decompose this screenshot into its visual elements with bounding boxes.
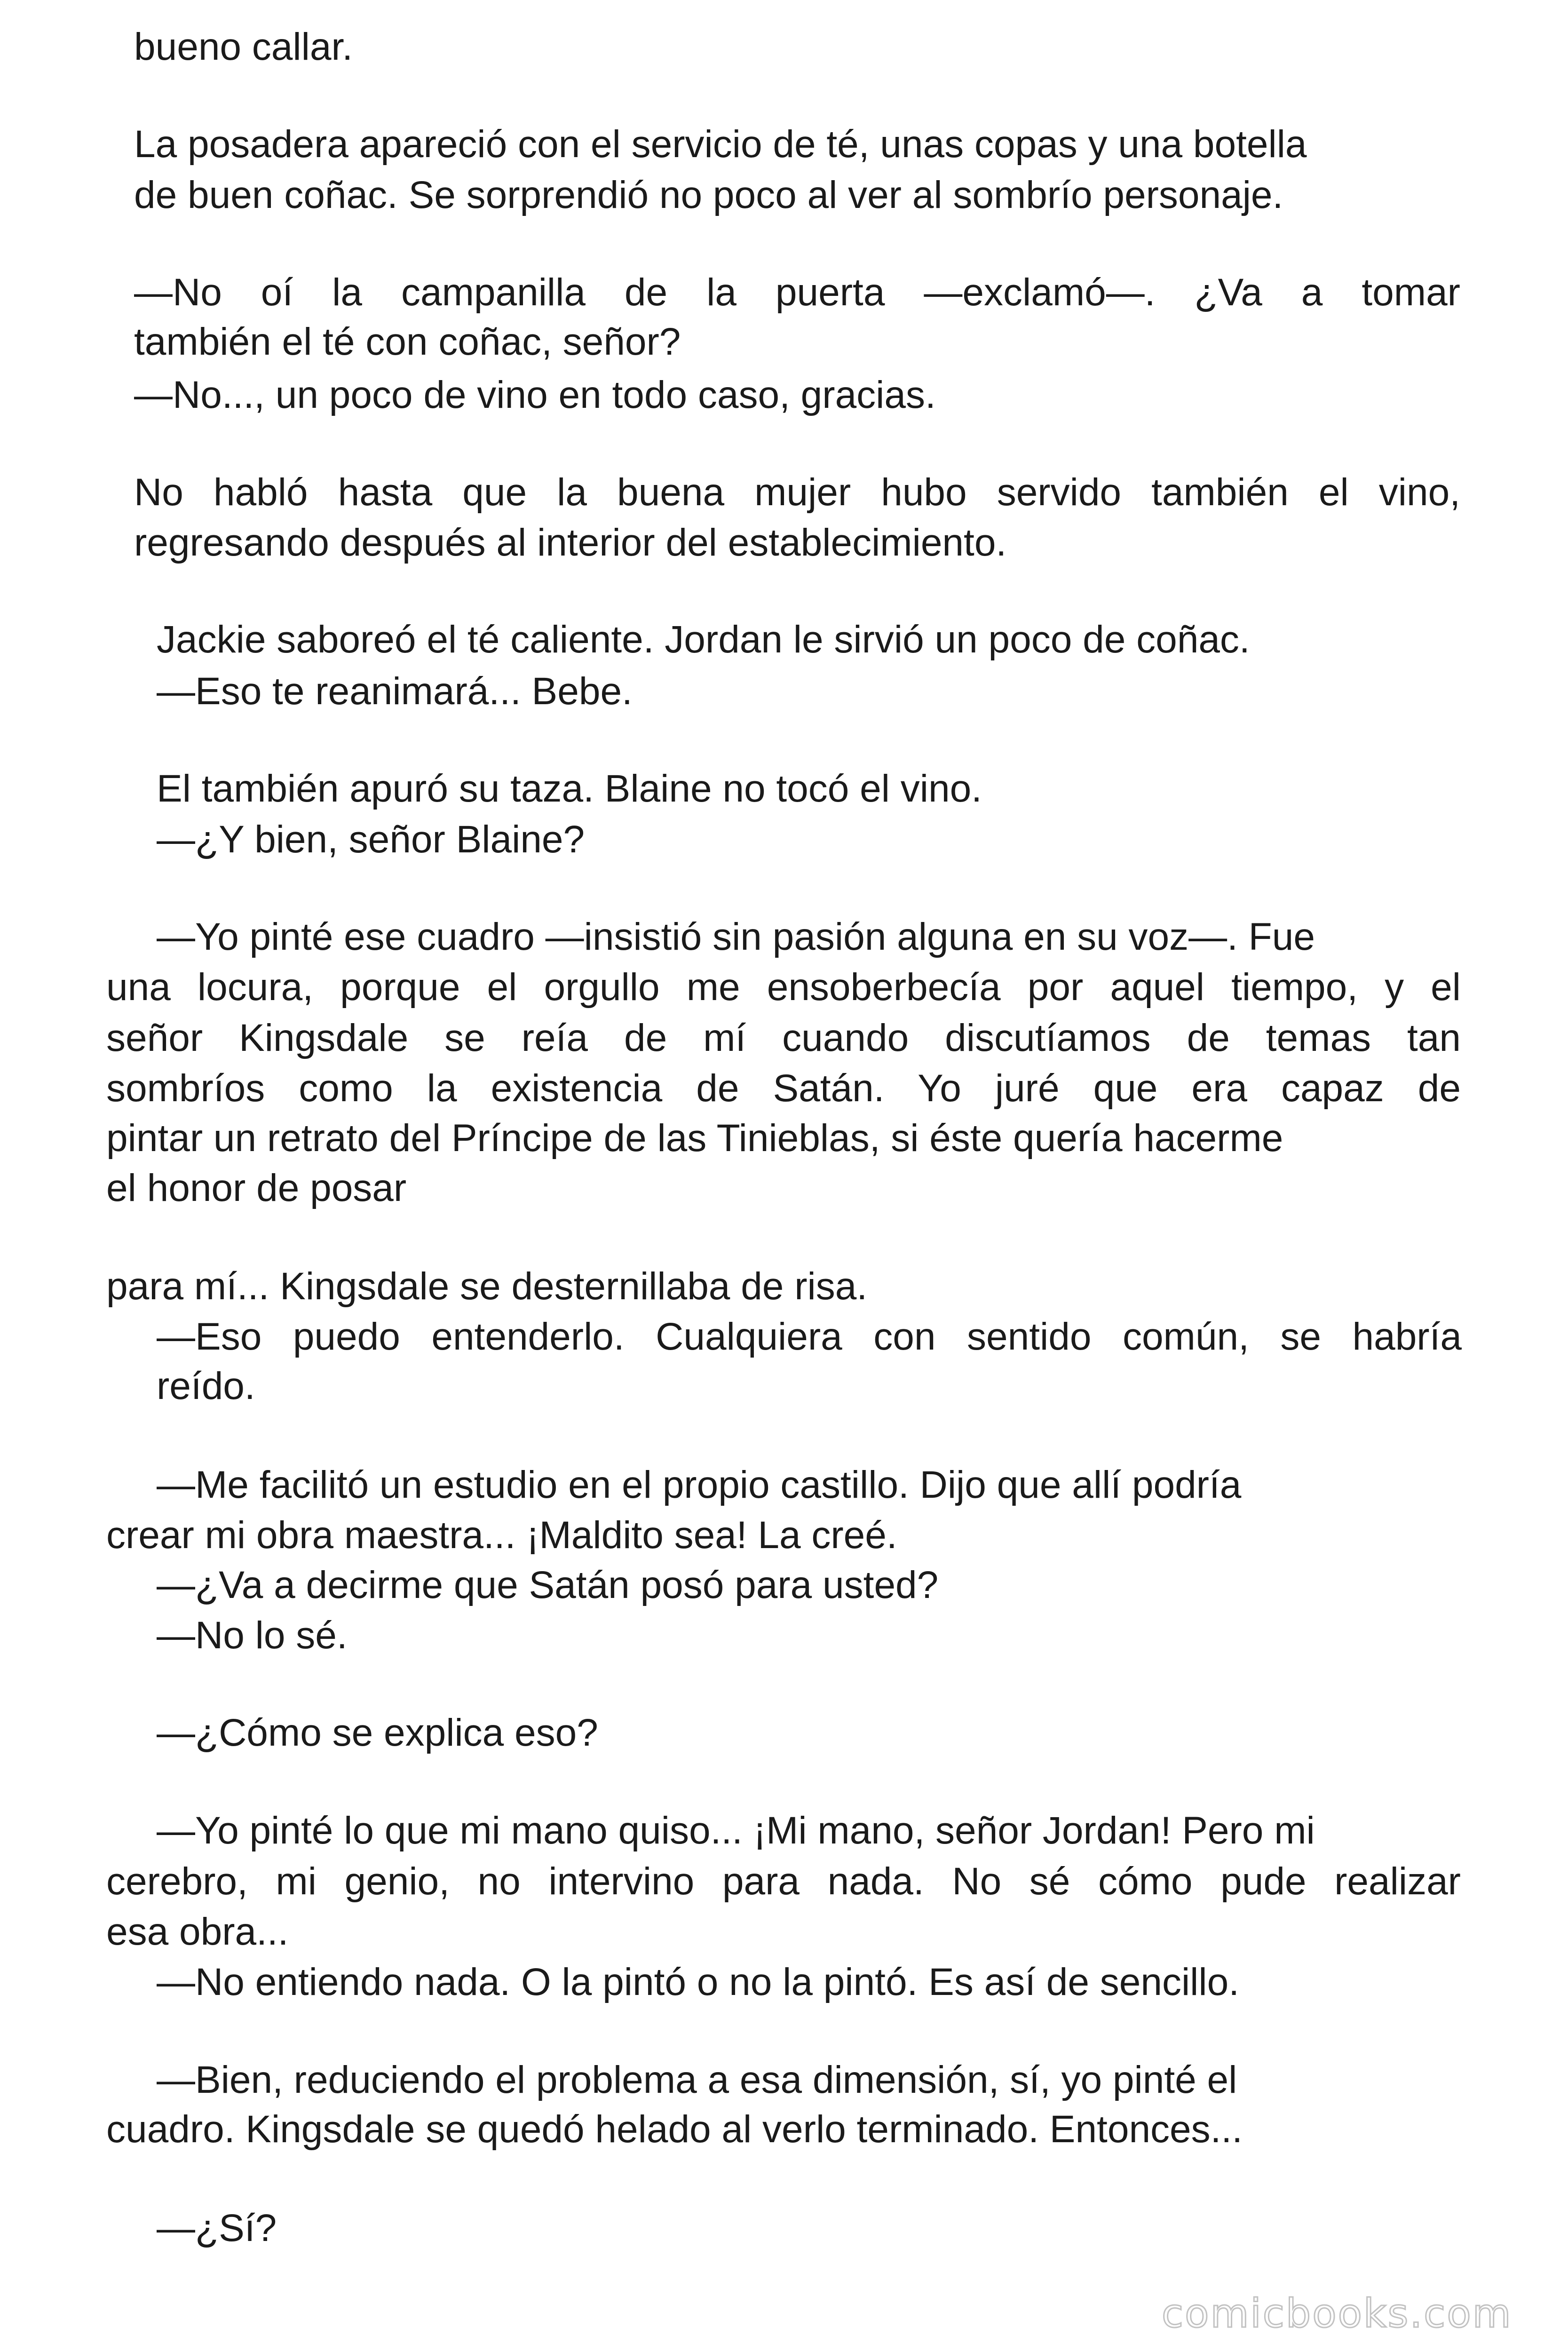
text-line: para mí... Kingsdale se desternillaba de risa. (106, 1265, 868, 1308)
text-line: —¿Cómo se explica eso? (157, 1711, 598, 1754)
text-line: —Yo pinté ese cuadro —insistió sin pasión alguna en su voz—. Fue (157, 915, 1315, 958)
text-line: también el té con coñac, señor? (134, 320, 681, 363)
text-line: una locura, porque el orgullo me ensoberbecía por aquel tiempo, y el (106, 966, 1461, 1009)
text-line: No habló hasta que la buena mujer hubo servido también el vino, (134, 471, 1460, 514)
text-line: —Eso puedo entenderlo. Cualquiera con sentido común, se habría (157, 1315, 1462, 1358)
text-line: esa obra... (106, 1910, 289, 1953)
text-line: el honor de posar (106, 1167, 407, 1209)
text-line: —No oí la campanilla de la puerta —exclamó—. ¿Va a tomar (134, 271, 1460, 314)
text-line: reído. (157, 1365, 255, 1407)
text-line: El también apuró su taza. Blaine no tocó el vino. (157, 767, 982, 810)
text-line: sombríos como la existencia de Satán. Yo juré que era capaz de (106, 1067, 1461, 1110)
text-line: —Yo pinté lo que mi mano quiso... ¡Mi mano, señor Jordan! Pero mi (157, 1809, 1315, 1852)
text-line: de buen coñac. Se sorprendió no poco al ver al sombrío personaje. (134, 174, 1283, 216)
text-line: crear mi obra maestra... ¡Maldito sea! La creé. (106, 1514, 897, 1557)
text-line: señor Kingsdale se reía de mí cuando discutíamos de temas tan (106, 1017, 1461, 1059)
text-line: —Me facilitó un estudio en el propio castillo. Dijo que allí podría (157, 1463, 1242, 1506)
watermark-logo: comicbooks.com (1162, 2290, 1513, 2336)
text-line: —No entiendo nada. O la pintó o no la pintó. Es así de sencillo. (157, 1961, 1240, 2003)
text-line: La posadera apareció con el servicio de té, unas copas y una botella (134, 123, 1307, 166)
text-line: —Bien, reduciendo el problema a esa dimensión, sí, yo pinté el (157, 2058, 1237, 2101)
text-line: regresando después al interior del establecimiento. (134, 521, 1007, 564)
text-line: —¿Sí? (157, 2207, 277, 2249)
text-line: —¿Va a decirme que Satán posó para usted? (157, 1564, 939, 1606)
text-line: pintar un retrato del Príncipe de las Tinieblas, si éste quería hacerme (106, 1117, 1283, 1160)
text-line: —No lo sé. (157, 1614, 348, 1657)
text-line: —Eso te reanimará... Bebe. (157, 670, 633, 713)
text-line: Jackie saboreó el té caliente. Jordan le sirvió un poco de coñac. (157, 618, 1250, 661)
text-line: cuadro. Kingsdale se quedó helado al verlo terminado. Entonces... (106, 2108, 1243, 2151)
text-line: bueno callar. (134, 25, 353, 68)
text-line: —¿Y bien, señor Blaine? (157, 818, 585, 861)
text-line: —No..., un poco de vino en todo caso, gracias. (134, 373, 936, 416)
text-line: cerebro, mi genio, no intervino para nada. No sé cómo pude realizar (106, 1860, 1461, 1903)
